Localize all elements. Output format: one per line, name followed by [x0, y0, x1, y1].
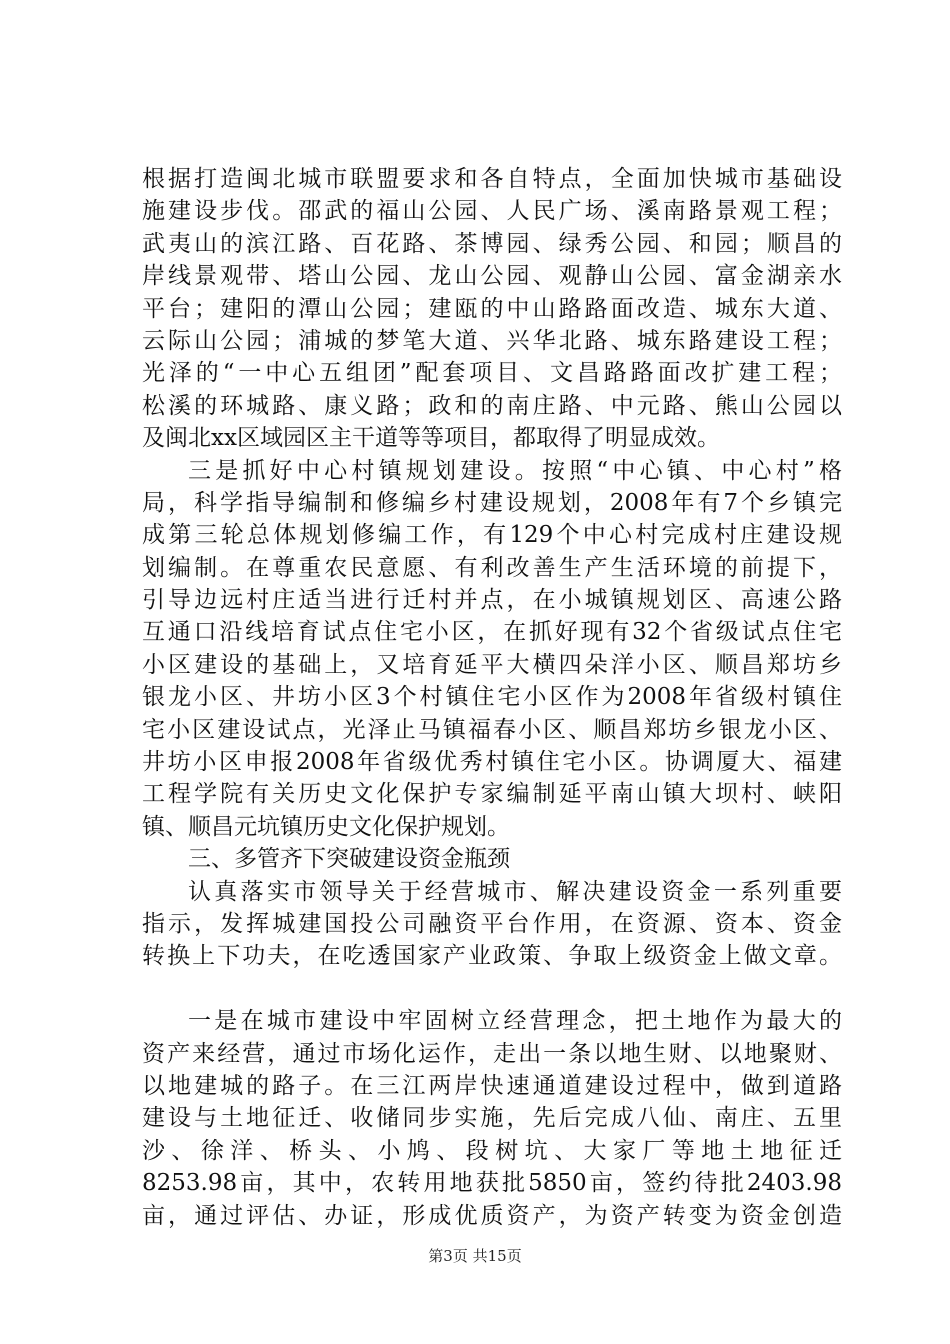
text-line: 成第三轮总体规划修编工作，有129个中心村完成村庄建设规 — [142, 522, 842, 549]
text-line: 建设与土地征迁、收储同步实施，先后完成八仙、南庄、五里 — [142, 1105, 842, 1132]
text-line: 井坊小区申报2008年省级优秀村镇住宅小区。协调厦大、福建 — [142, 749, 842, 776]
text-line: 8253.98亩，其中，农转用地获批5850亩，签约待批2403.98 — [142, 1170, 842, 1197]
text-line: 宅小区建设试点，光泽止马镇福春小区、顺昌郑坊乡银龙小区、 — [142, 716, 842, 743]
text-line: 光泽的“一中心五组团”配套项目、文昌路路面改扩建工程； — [142, 360, 842, 387]
page-footer: 第3页 共15页 — [428, 1247, 522, 1265]
text-line: 划编制。在尊重农民意愿、有利改善生产生活环境的前提下， — [142, 554, 842, 581]
text-line: 平台；建阳的潭山公园；建瓯的中山路路面改造、城东大道、 — [142, 295, 842, 322]
text-line: 工程学院有关历史文化保护专家编制延平南山镇大坝村、峡阳 — [142, 781, 842, 808]
text-line: 指示，发挥城建国投公司融资平台作用，在资源、资本、资金 — [142, 910, 842, 937]
text-line: 及闽北xx区域园区主干道等等项目，都取得了明显成效。 — [142, 425, 720, 452]
text-line: 镇、顺昌元坑镇历史文化保护规划。 — [142, 813, 510, 840]
text-line: 云际山公园；浦城的梦笔大道、兴华北路、城东路建设工程； — [142, 327, 842, 354]
text-line: 引导边远村庄适当进行迁村并点，在小城镇规划区、高速公路 — [142, 587, 842, 614]
text-line: 银龙小区、井坊小区3个村镇住宅小区作为2008年省级村镇住 — [142, 684, 842, 711]
text-line: 转换上下功夫，在吃透国家产业政策、争取上级资金上做文章。 — [142, 943, 842, 970]
text-line: 小区建设的基础上，又培育延平大横四朵洋小区、顺昌郑坊乡 — [142, 651, 842, 678]
document-body — [142, 163, 842, 1232]
text-line: 认真落实市领导关于经营城市、解决建设资金一系列重要 — [188, 878, 842, 905]
text-line: 一是在城市建设中牢固树立经营理念，把土地作为最大的 — [188, 1008, 842, 1035]
text-line: 互通口沿线培育试点住宅小区，在抓好现有32个省级试点住宅 — [142, 619, 842, 646]
text-line: 以地建城的路子。在三江两岸快速通道建设过程中，做到道路 — [142, 1072, 842, 1099]
blank-line — [142, 973, 842, 1005]
text-line: 根据打造闽北城市联盟要求和各自特点，全面加快城市基础设 — [142, 166, 842, 192]
text-line: 资产来经营，通过市场化运作，走出一条以地生财、以地聚财、 — [142, 1040, 842, 1067]
text-line: 三是抓好中心村镇规划建设。按照“中心镇、中心村”格 — [188, 457, 842, 484]
text-line: 沙、徐洋、桥头、小鸠、段树坑、大家厂等地土地征迁 — [142, 1137, 842, 1164]
text-line: 三、多管齐下突破建设资金瓶颈 — [188, 846, 510, 873]
text-line: 局，科学指导编制和修编乡村建设规划，2008年有7个乡镇完 — [142, 489, 842, 516]
text-line: 松溪的环城路、康义路；政和的南庄路、中元路、熊山公园以 — [142, 392, 842, 419]
text-line: 武夷山的滨江路、百花路、茶博园、绿秀公园、和园；顺昌的 — [142, 230, 842, 257]
text-line: 岸线景观带、塔山公园、龙山公园、观静山公园、富金湖亲水 — [142, 263, 842, 290]
text-line: 亩，通过评估、办证，形成优质资产，为资产转变为资金创造 — [142, 1202, 842, 1229]
text-line: 施建设步伐。邵武的福山公园、人民广场、溪南路景观工程； — [142, 198, 842, 225]
